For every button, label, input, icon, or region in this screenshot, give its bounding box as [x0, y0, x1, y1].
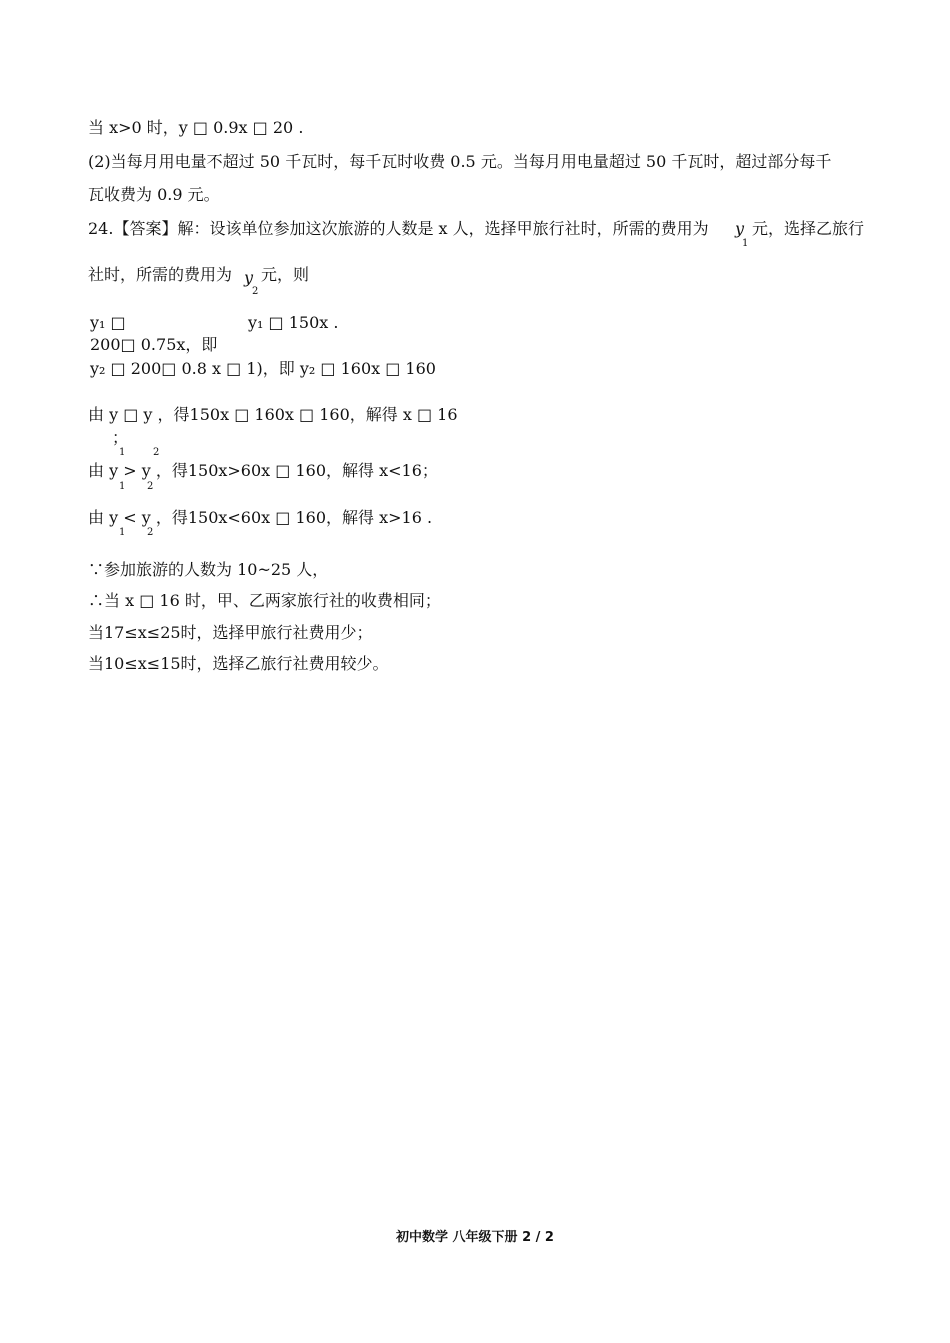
conclusion-yi: 当10≤x≤15时，选择乙旅行社费用较少。	[88, 654, 389, 673]
semicolon: ；	[112, 428, 129, 447]
equation-y1: y₁ □	[90, 313, 126, 332]
line-q24-second: 社时，所需的费用为	[88, 265, 233, 284]
var-y: y	[244, 268, 254, 287]
case-greater: 由 y > y ，得150x>60x □ 160，解得 x<16；	[88, 461, 438, 480]
subscript: 1	[119, 527, 126, 538]
conclusion-range: ∵参加旅游的人数为 10~25 人，	[88, 560, 329, 579]
conclusion-equal: ∴当 x □ 16 时，甲、乙两家旅行社的收费相同；	[88, 591, 441, 610]
case-equal: 由 y □ y ，得150x □ 160x □ 160，解得 x □ 16	[88, 405, 458, 424]
subscript: 1	[119, 481, 126, 492]
case-less: 由 y < y ，得150x<60x □ 160，解得 x>16 .	[88, 508, 433, 527]
line-q24-second-end: 元，则	[261, 265, 310, 284]
page-footer: 初中数学 八年级下册 2 / 2	[396, 1230, 554, 1245]
equation-y1-rhs: 200□ 0.75x，即	[90, 335, 218, 354]
subscript: 2	[153, 447, 160, 458]
conclusion-jia: 当17≤x≤25时，选择甲旅行社费用少；	[88, 623, 373, 642]
line-q24-answer-end: 元，选择乙旅行	[752, 219, 865, 238]
subscript: 2	[147, 527, 154, 538]
line-q24-answer-start: 24.【答案】解：设该单位参加这次旅游的人数是 x 人，选择甲旅行社时，所需的费用为	[88, 219, 709, 238]
subscript: 1	[119, 447, 126, 458]
var-y: y	[735, 219, 745, 238]
subscript: 1	[742, 238, 749, 249]
line-condition-x-positive: 当 x>0 时，y □ 0.9x □ 20 .	[88, 118, 304, 137]
subscript: 2	[147, 481, 154, 492]
equation-y1-simplified: y₁ □ 150x .	[248, 313, 339, 332]
line-part2-continued: 瓦收费为 0.9 元。	[88, 185, 220, 204]
subscript: 2	[252, 286, 259, 297]
equation-y2: y₂ □ 200□ 0.8 x □ 1)，即 y₂ □ 160x □ 160	[90, 359, 436, 378]
line-part2-explanation: (2)当每月用电量不超过 50 千瓦时，每千瓦时收费 0.5 元。当每月用电量超过 50 千瓦时，超过部分每千	[88, 152, 832, 171]
